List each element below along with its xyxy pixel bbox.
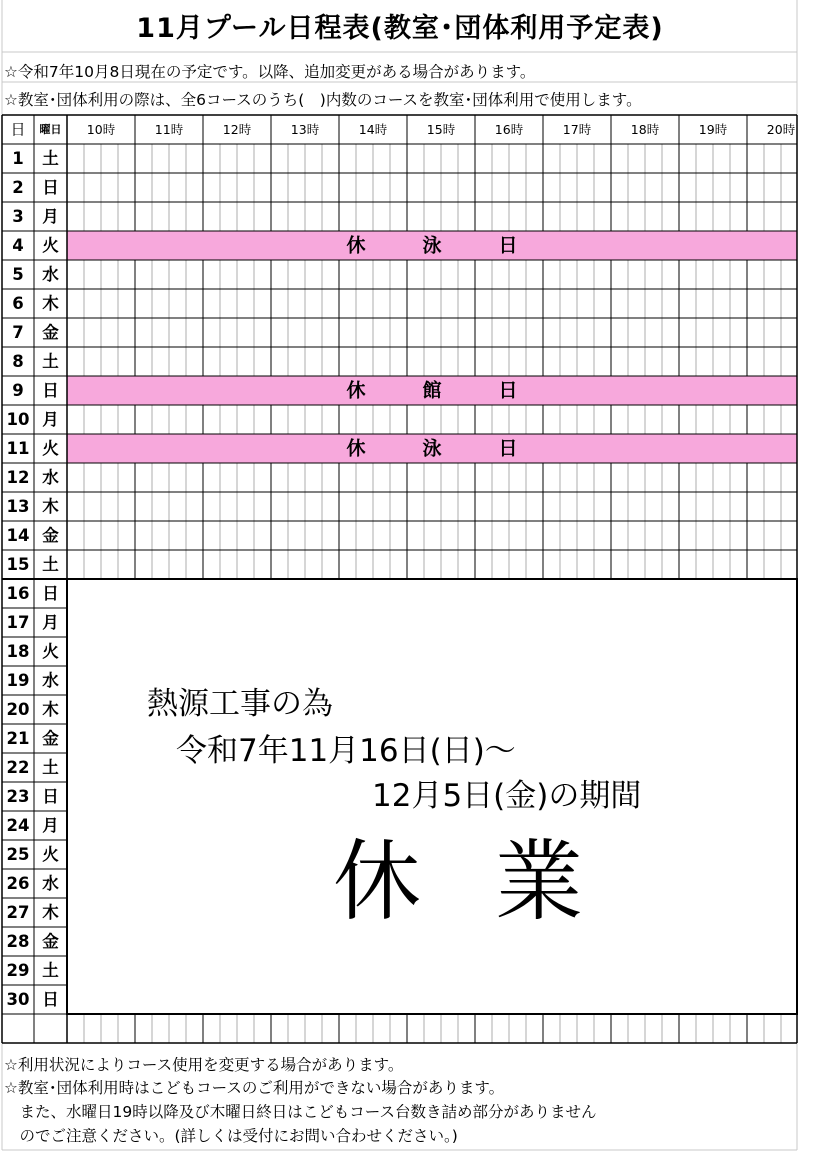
hour-header: 11時	[154, 122, 184, 137]
weekday: 土	[42, 555, 59, 574]
hour-header: 15時	[426, 122, 456, 137]
weekday: 水	[42, 468, 59, 487]
weekday: 土	[42, 961, 59, 980]
closed-day-label: 休 泳 日	[346, 234, 518, 257]
day-number: 16	[6, 584, 30, 603]
closed-day-label: 休 泳 日	[346, 437, 518, 460]
day-number: 18	[6, 642, 30, 661]
weekday: 土	[42, 149, 59, 168]
closure-start: 令和7年11月16日(日)～	[176, 733, 516, 769]
weekday: 木	[42, 903, 59, 922]
page-title: 11月プール日程表(教室･団体利用予定表)	[136, 13, 664, 44]
footer-note-4: のでご注意ください。(詳しくは受付にお問い合わせください。)	[4, 1127, 458, 1145]
weekday: 日	[42, 584, 59, 603]
day-number: 7	[12, 323, 24, 342]
day-column-header: 日	[10, 120, 26, 139]
day-number: 5	[12, 265, 24, 284]
footer-note-3: また、水曜日19時以降及び木曜日終日はこどもコース台数き詰め部分がありません	[4, 1103, 597, 1121]
weekday-column-header: 曜日	[39, 123, 62, 136]
closure-label: 休業	[333, 830, 658, 933]
weekday: 月	[42, 816, 59, 835]
weekday: 月	[42, 613, 59, 632]
weekday: 火	[42, 236, 59, 255]
day-number: 13	[6, 497, 30, 516]
day-number: 17	[6, 613, 30, 632]
day-number: 2	[12, 178, 24, 197]
hour-header: 17時	[562, 122, 592, 137]
weekday: 木	[42, 497, 59, 516]
weekday: 月	[42, 207, 59, 226]
day-number: 28	[6, 932, 30, 951]
day-number: 19	[6, 671, 30, 690]
day-number: 27	[6, 903, 30, 922]
hour-header: 16時	[494, 122, 524, 137]
day-number: 1	[12, 149, 24, 168]
weekday: 日	[42, 381, 59, 400]
day-number: 8	[12, 352, 24, 371]
day-number: 9	[12, 381, 24, 400]
weekday: 木	[42, 700, 59, 719]
day-number: 24	[6, 816, 30, 835]
closure-end: 12月5日(金)の期間	[372, 778, 642, 814]
weekday: 水	[42, 874, 59, 893]
day-number: 15	[6, 555, 30, 574]
day-number: 23	[6, 787, 30, 806]
hour-header: 14時	[358, 122, 388, 137]
weekday: 水	[42, 265, 59, 284]
weekday: 水	[42, 671, 59, 690]
day-number: 11	[6, 439, 30, 458]
day-number: 22	[6, 758, 30, 777]
hour-header: 19時	[698, 122, 728, 137]
weekday: 金	[42, 323, 59, 342]
weekday: 火	[42, 642, 59, 661]
note-current-schedule: ☆令和7年10月8日現在の予定です。以降、追加変更がある場合があります。	[4, 63, 536, 81]
day-number: 25	[6, 845, 30, 864]
weekday: 金	[42, 526, 59, 545]
day-number: 3	[12, 207, 24, 226]
weekday: 月	[42, 410, 59, 429]
hour-header: 10時	[86, 122, 116, 137]
day-number: 12	[6, 468, 30, 487]
day-number: 29	[6, 961, 30, 980]
weekday: 金	[42, 932, 59, 951]
weekday: 木	[42, 294, 59, 313]
weekday: 日	[42, 990, 59, 1009]
closure-reason: 熱源工事の為	[147, 686, 333, 722]
day-number: 10	[6, 410, 30, 429]
day-number: 20	[6, 700, 30, 719]
hour-header: 20時	[766, 122, 796, 137]
note-course-usage: ☆教室･団体利用の際は、全6コースのうち( )内数のコースを教室･団体利用で使用します。	[4, 91, 642, 109]
weekday: 金	[42, 729, 59, 748]
weekday: 日	[42, 787, 59, 806]
closed-day-label: 休 館 日	[346, 379, 518, 402]
hour-header: 12時	[222, 122, 252, 137]
day-number: 30	[6, 990, 30, 1009]
weekday: 土	[42, 352, 59, 371]
day-number: 4	[12, 236, 24, 255]
hour-header: 18時	[630, 122, 660, 137]
hour-header: 13時	[290, 122, 320, 137]
weekday: 火	[42, 439, 59, 458]
weekday: 土	[42, 758, 59, 777]
day-number: 6	[12, 294, 24, 313]
footer-note-2: ☆教室･団体利用時はこどもコースのご利用ができない場合があります。	[4, 1079, 505, 1097]
footer-note-1: ☆利用状況によりコース使用を変更する場合があります。	[4, 1056, 404, 1074]
day-number: 26	[6, 874, 30, 893]
weekday: 火	[42, 845, 59, 864]
weekday: 日	[42, 178, 59, 197]
day-number: 21	[6, 729, 30, 748]
day-number: 14	[6, 526, 30, 545]
